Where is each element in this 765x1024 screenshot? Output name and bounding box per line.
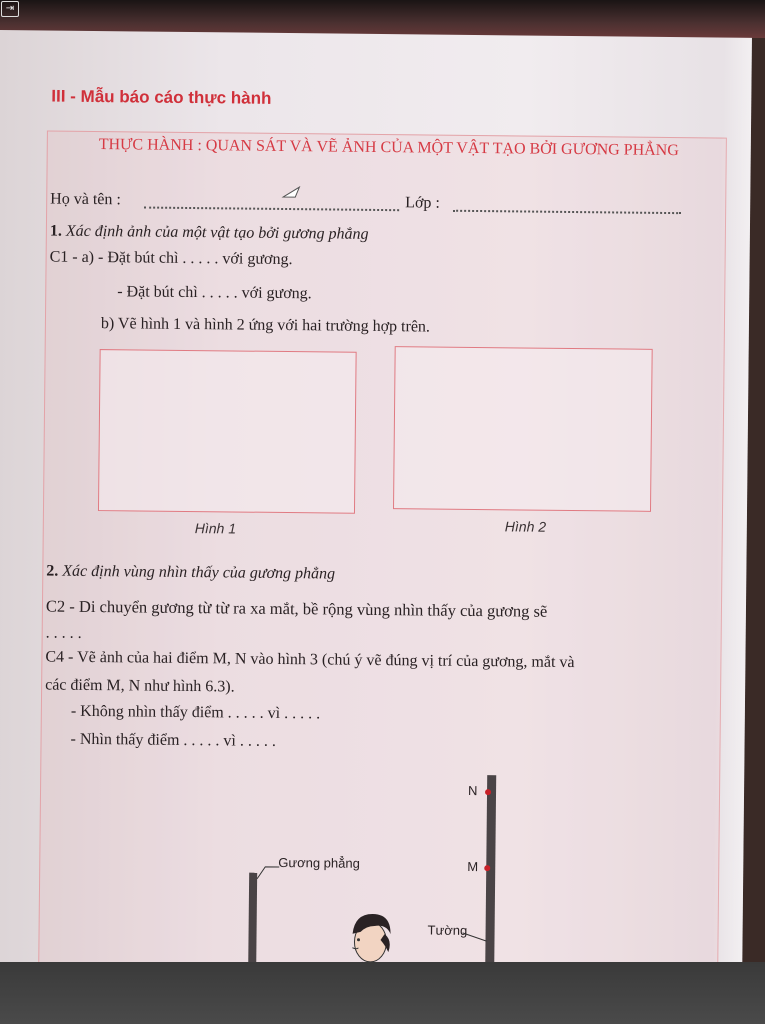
point-m-label: M — [467, 858, 479, 875]
part1-heading-text: Xác định ảnh của một vật tạo bởi gương phẳng — [65, 222, 369, 243]
name-label: Họ và tên : — [50, 190, 121, 209]
part2-number: 2. — [46, 562, 59, 580]
part1-number: 1. — [49, 222, 62, 240]
c1-b: b) Vẽ hình 1 và hình 2 ứng với hai trường hợp trên. — [100, 315, 431, 336]
mirror-bar — [248, 873, 257, 972]
figure-1-caption: Hình 1 — [194, 520, 237, 537]
part1-heading — [50, 223, 369, 244]
c1-a-line2: - Đặt bút chì . . . . . với gương. — [117, 283, 312, 303]
cursor-icon — [281, 185, 301, 199]
exit-icon[interactable]: ⇥ — [1, 1, 19, 17]
c2-dots: . . . . . — [45, 624, 82, 642]
practice-title: THỰC HÀNH : QUAN SÁT VÀ VẼ ẢNH CỦA MỘT VẬT TẠO BỞI GƯƠNG PHẲNG — [98, 136, 679, 160]
c4-line2: các điểm M, N như hình 6.3). — [45, 676, 235, 696]
part2-heading-text: Xác định vùng nhìn thấy của gương phẳng — [62, 562, 336, 583]
wall-label: Tường — [427, 922, 468, 938]
figure-2-caption: Hình 2 — [504, 518, 547, 535]
wall-pointer-line — [460, 931, 488, 943]
point-n-label: N — [467, 782, 478, 799]
not-see-line: - Không nhìn thấy điểm . . . . . vì . . . . . — [70, 702, 321, 723]
point-m-dot — [484, 865, 490, 871]
mirror-label: Gương phẳng — [278, 854, 360, 871]
see-line: - Nhìn thấy điểm . . . . . vì . . . . . — [70, 730, 276, 750]
point-n-dot — [485, 789, 491, 795]
mirror-pointer-line — [253, 861, 281, 881]
bottom-bar — [0, 962, 765, 1024]
c2-question: C2 - Di chuyển gương từ từ ra xa mắt, bề rộng vùng nhìn thấy của gương sẽ — [45, 596, 548, 621]
textbook-page — [0, 30, 752, 972]
figure-2-box — [393, 346, 653, 512]
c4-line1: C4 - Vẽ ảnh của hai điểm M, N vào hình 3 (chú ý vẽ đúng vị trí của gương, mắt và — [45, 648, 575, 672]
section-title: III - Mẫu báo cáo thực hành — [51, 86, 272, 108]
figure-1-box — [98, 349, 357, 514]
class-label: Lớp : — [405, 194, 440, 212]
c1-a-line1: C1 - a) - Đặt bút chì . . . . . với gương. — [49, 248, 293, 269]
part2-heading — [46, 563, 335, 584]
